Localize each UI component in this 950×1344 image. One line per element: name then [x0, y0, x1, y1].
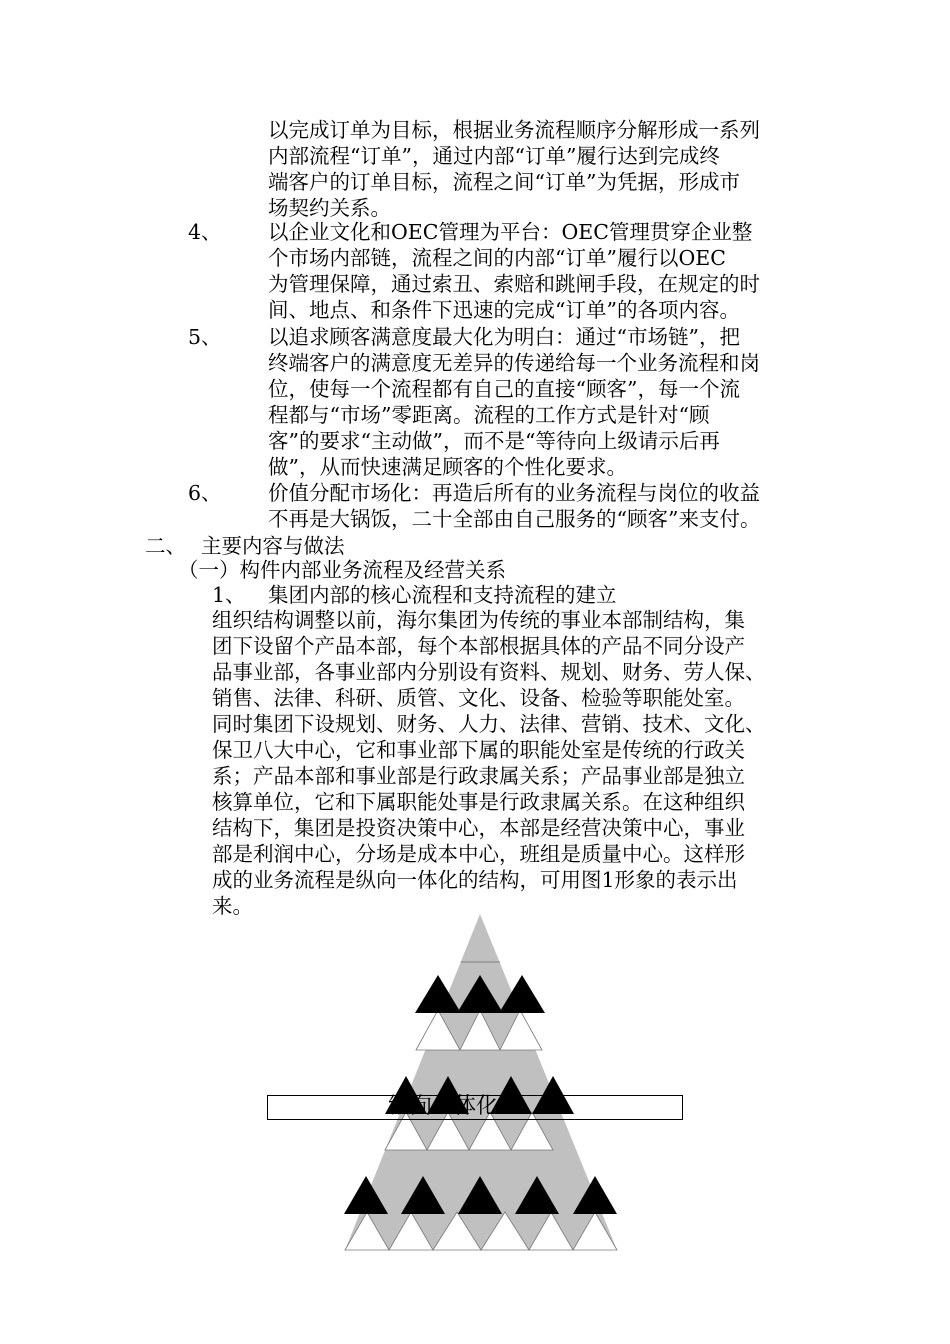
pyramid-diagram	[255, 905, 695, 1255]
intro-line-4: 场契约关系。	[268, 196, 391, 220]
item-6-number: 6、	[188, 481, 222, 505]
item-5-number: 5、	[188, 325, 222, 349]
body-line-6: 保卫八大中心，它和事业部下属的职能处室是传统的行政关	[212, 738, 745, 762]
body-line-2: 团下设留个产品本部，每个本部根据具体的产品不同分设产	[212, 634, 745, 658]
body-line-4: 销售、法律、科研、质管、文化、设备、检验等职能处室。	[212, 686, 745, 710]
subsubsection-number: 1、	[212, 583, 246, 607]
body-line-5: 同时集团下设规划、财务、人力、法律、营销、技术、文化、	[212, 712, 766, 736]
item-5-line-5: 客”的要求“主动做”，而不是“等待向上级请示后再	[268, 429, 720, 453]
section-title: 主要内容与做法	[201, 534, 345, 558]
subsection-title: （一）构件内部业务流程及经营关系	[178, 558, 506, 582]
body-line-8: 核算单位，它和下属职能处事是行政隶属关系。在这种组织	[212, 790, 745, 814]
item-5-line-6: 做”，从而快速满足顾客的个性化要求。	[268, 455, 627, 479]
body-line-1: 组织结构调整以前，海尔集团为传统的事业本部制结构，集	[212, 608, 745, 632]
body-line-11: 成的业务流程是纵向一体化的结构，可用图1形象的表示出	[212, 868, 738, 892]
item-6-line-2: 不再是大锅饭，二十全部由自己服务的“顾客”来支付。	[268, 507, 761, 531]
tier-1-white-triangles	[416, 1010, 542, 1050]
body-line-12: 来。	[212, 894, 253, 918]
body-line-10: 部是利润中心，分场是成本中心，班组是质量中心。这样形	[212, 842, 745, 866]
item-6-line-1: 价值分配市场化：再造后所有的业务流程与岗位的收益	[268, 481, 760, 505]
body-line-3: 品事业部，各事业部内分别设有资料、规划、财务、劳人保、	[212, 660, 766, 684]
section-number: 二、	[145, 534, 186, 558]
item-4-line-3: 为管理保障，通过索丑、索赔和跳闸手段，在规定的时	[268, 272, 760, 296]
item-4-number: 4、	[188, 220, 222, 244]
item-4-line-4: 间、地点、和条件下迅速的完成“订单”的各项内容。	[268, 298, 740, 322]
tier-1-black-triangles	[415, 975, 545, 1013]
item-4-line-2: 个市场内部链，流程之间的内部“订单”履行以OEC	[268, 246, 726, 270]
intro-line-2: 内部流程“订单”，通过内部“订单”履行达到完成终	[268, 144, 720, 168]
body-line-9: 结构下，集团是投资决策中心，本部是经营决策中心，事业	[212, 816, 745, 840]
body-line-7: 系；产品本部和事业部是行政隶属关系；产品事业部是独立	[212, 764, 745, 788]
item-5-line-4: 程都与“市场”零距离。流程的工作方式是针对“顾	[268, 403, 710, 427]
item-5-line-3: 位，使每一个流程都有自己的直接“顾客”，每一个流	[268, 377, 740, 401]
item-5-line-1: 以追求顾客满意度最大化为明白：通过“市场链”，把	[268, 325, 740, 349]
intro-line-1: 以完成订单为目标，根据业务流程顺序分解形成一系列	[268, 118, 760, 142]
subsubsection-title: 集团内部的核心流程和支持流程的建立	[268, 583, 617, 607]
item-4-line-1: 以企业文化和OEC管理为平台：OEC管理贯穿企业整	[268, 220, 753, 244]
intro-line-3: 端客户的订单目标，流程之间“订单”为凭据，形成市	[268, 170, 740, 194]
item-5-line-2: 终端客户的满意度无差异的传递给每一个业务流程和岗	[268, 351, 760, 375]
figure-caption: 纵向一体化	[388, 1094, 499, 1119]
